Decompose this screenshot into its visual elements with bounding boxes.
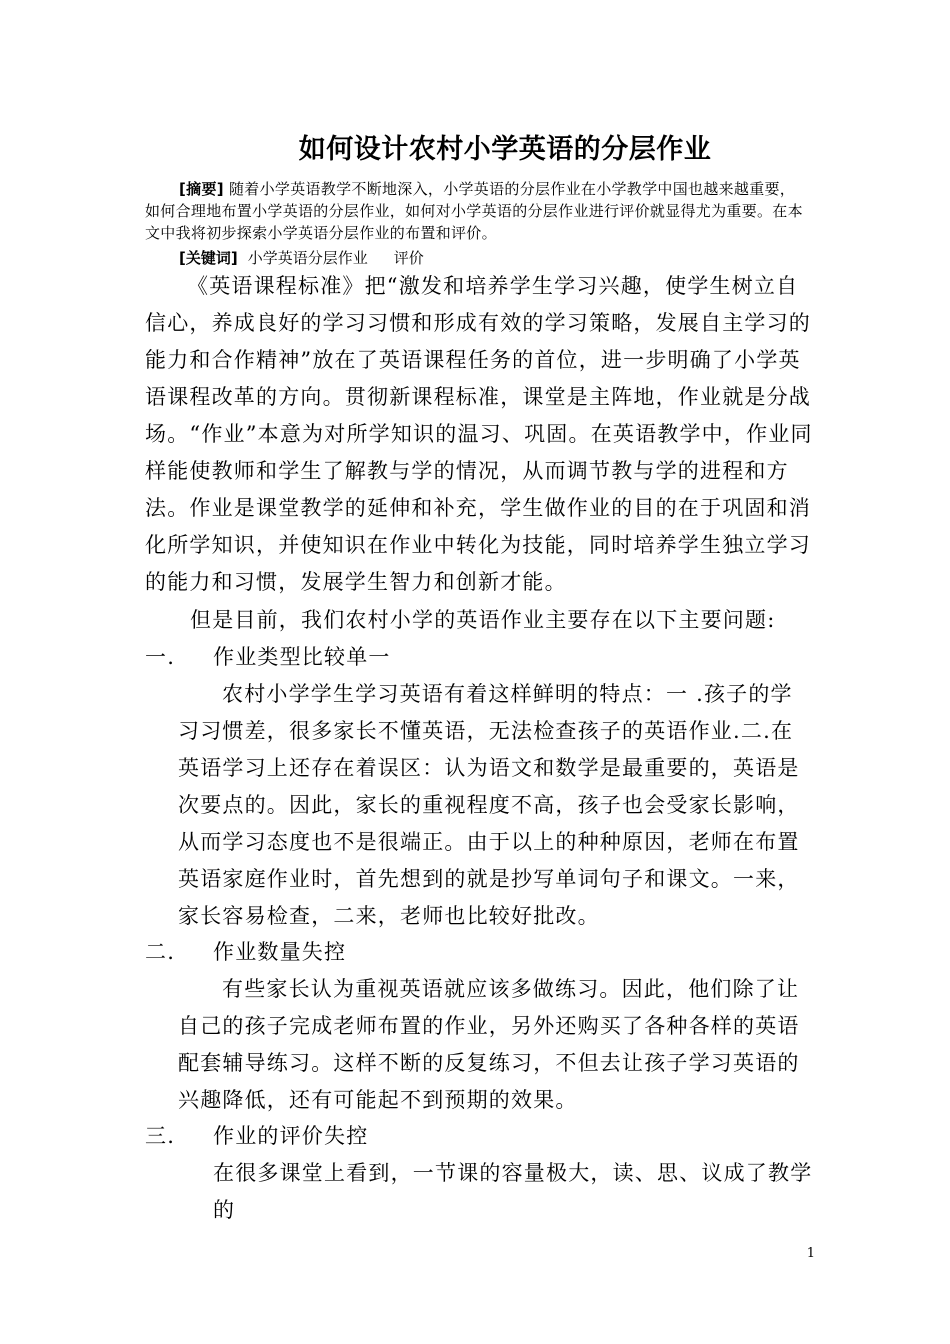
intro-paragraph: 《英语课程标准》把“激发和培养学生学习兴趣，使学生树立自信心，养成良好的学习习惯和形成有效的学习策略，发展自主学习的能力和合作精神”放在了英语课程任务的首位，进一步明确了小学英语课程改革的方向。贯彻新课程标准，课堂是主阵地，作业就是分战场。“作业”本意为对所学知识的温习、巩固。在英语教学中，作业同样能使教师和学生了解教与学的情况，从而调节教与学的进程和方法。作业是课堂教学的延伸和补充，学生做作业的目的在于巩固和消化所学知识，并使知识在作业中转化为技能，同时培养学生独立学习的能力和习惯，发展学生智力和创新才能。 xyxy=(145,274,813,594)
section-3-heading xyxy=(145,1118,368,1155)
section-1-paragraph: 农村小学学生学习英语有着这样鲜明的特点：一 .孩子的学习习惯差，很多家长不懂英语，无法检查孩子的英语作业.二.在英语学习上还存在着误区：认为语文和数学是最重要的，英语是次要点的。因此，家长的重视程度不高，孩子也会受家长影响，从而学习态度也不是很端正。由于以上的种种原因，老师在布置英语家庭作业时，首先想到的就是抄写单词句子和课文。一来，家长容易检查，二来，老师也比较好批改。 xyxy=(178,682,800,928)
section-2-paragraph: 有些家长认为重视英语就应该多做练习。因此，他们除了让自己的孩子完成老师布置的作业，另外还购买了各种各样的英语配套辅导练习。这样不断的反复练习，不但去让孩子学习英语的兴趣降低，还有可能起不到预期的效果。 xyxy=(178,977,800,1112)
section-3-paragraph: 在很多课堂上看到，一节课的容量极大，读、思、议成了教学的 xyxy=(213,1161,813,1222)
section-3-title: 作业的评价失控 xyxy=(213,1124,369,1148)
abstract xyxy=(145,178,810,244)
section-2-title: 作业数量失控 xyxy=(213,940,347,964)
section-3-number: 三. xyxy=(145,1124,176,1148)
section-1-heading xyxy=(145,639,391,676)
document-title: 如何设计农村小学英语的分层作业 xyxy=(298,134,712,165)
keyword-2: 评价 xyxy=(393,249,424,267)
abstract-text: 随着小学英语教学不断地深入，小学英语的分层作业在小学教学中国也越来越重要，如何合理地布置小学英语的分层作业，如何对小学英语的分层作业进行评价就显得尤为重要。在本文中我将初步探索小学英语分层作业的布置和评价。 xyxy=(145,180,803,242)
problems-intro-paragraph: 但是目前，我们农村小学的英语作业主要存在以下主要问题: xyxy=(190,608,776,632)
keyword-1: 小学英语分层作业 xyxy=(247,249,368,267)
section-1-number: 一. xyxy=(145,645,176,669)
abstract-tag: [摘要] xyxy=(179,180,224,198)
section-2-number: 二. xyxy=(145,940,176,964)
page-number: 1 xyxy=(806,1246,815,1261)
keywords xyxy=(179,247,424,269)
section-1-title: 作业类型比较单一 xyxy=(213,645,391,669)
keywords-tag: [关键词] xyxy=(179,249,238,267)
section-2-heading xyxy=(145,934,346,971)
